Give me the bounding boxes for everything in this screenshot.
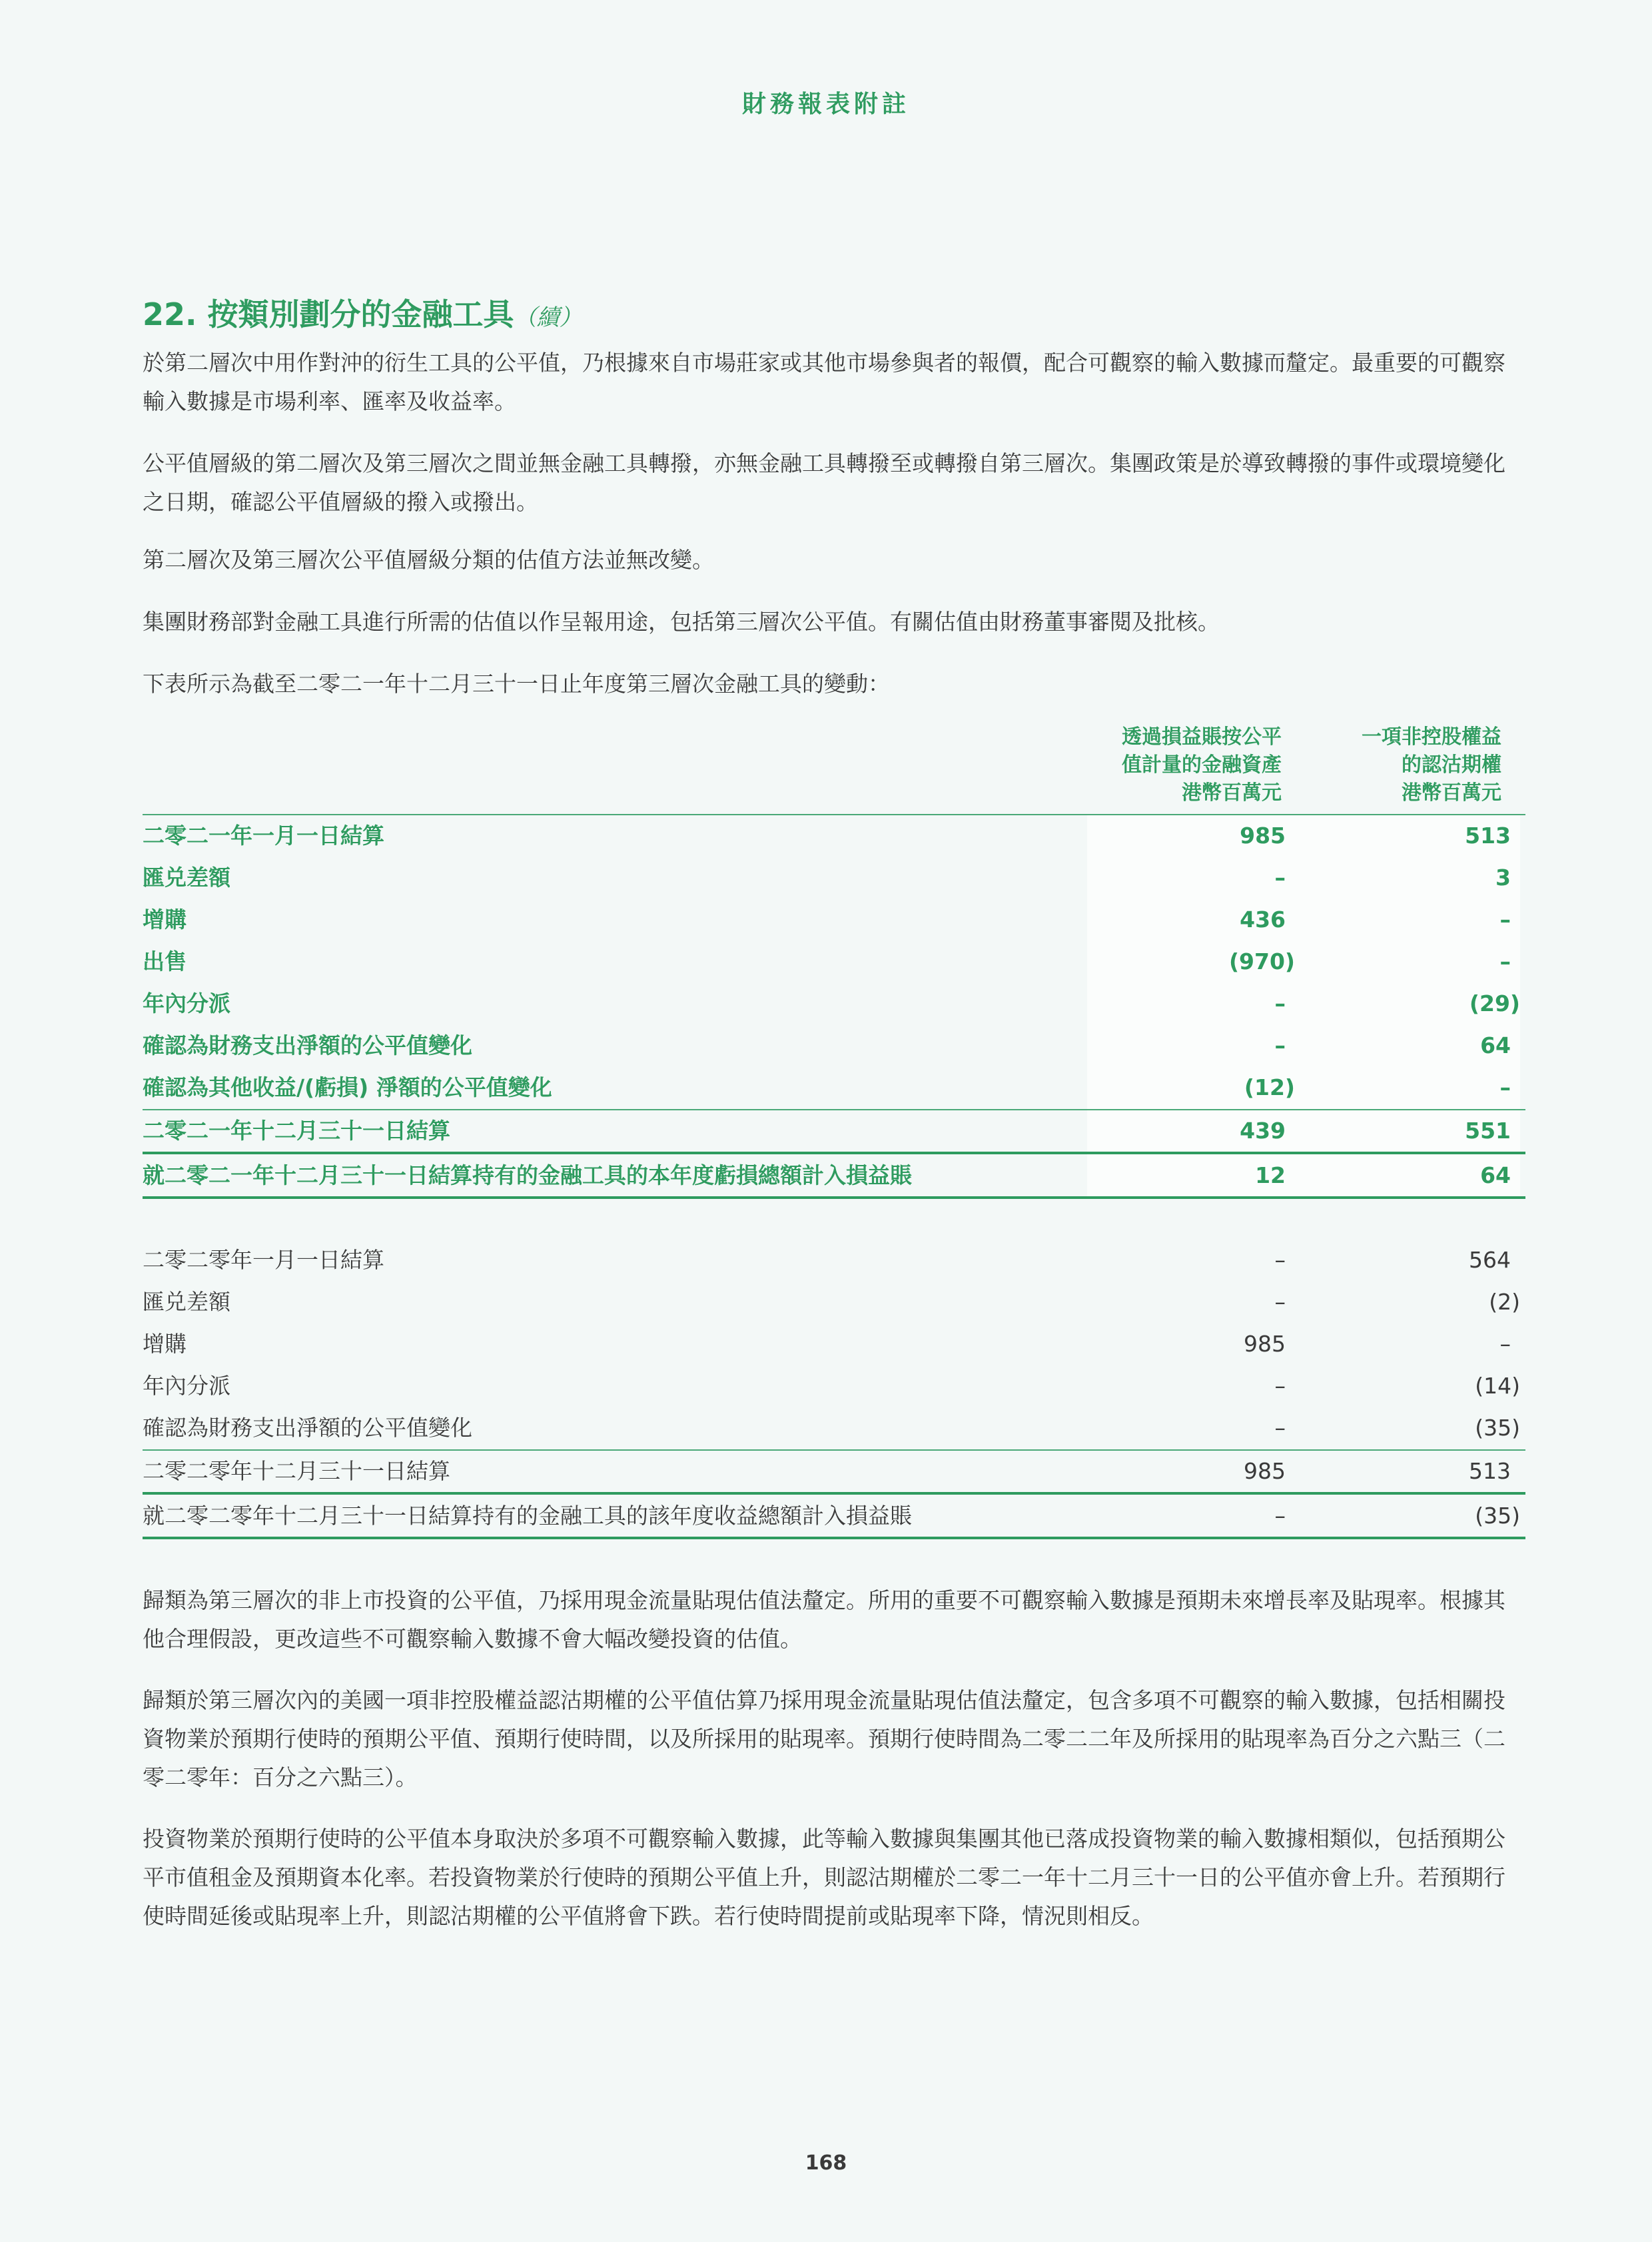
table-row: 增購 436 – xyxy=(143,907,1511,933)
table-row: 確認為其他收益/(虧損) 淨額的公平值變化 (12) – xyxy=(143,1074,1511,1100)
paragraph-no-transfers: 公平值層級的第二層次及第三層次之間並無金融工具轉撥，亦無金融工具轉撥至或轉撥自第三層次。集團政策是於導致轉撥的事件或環境變化之日期，確認公平值層級的撥入或撥出。 xyxy=(143,450,1505,515)
column-header-fvtpl: 透過損益賬按公平 值計量的金融資產 港幣百萬元 xyxy=(1122,725,1282,805)
table-row: 增購 985 – xyxy=(143,1331,1511,1357)
column-header-put-option: 一項非控股權益 的認沽期權 港幣百萬元 xyxy=(1362,725,1501,805)
table-row: 年內分派 – (14) xyxy=(143,1373,1520,1399)
paragraph-valuation-method: 第二層次及第三層次公平值層級分類的估值方法並無改變。 xyxy=(143,547,714,573)
paragraph-level2-hedging: 於第二層次中用作對沖的衍生工具的公平值，乃根據來自市場莊家或其他市場參與者的報價，配合可觀察的輸入數據而釐定。最重要的可觀察輸入數據是市場利率、匯率及收益率。 xyxy=(143,350,1505,414)
table-row: 匯兑差額 – (2) xyxy=(143,1289,1520,1315)
table-row-total-gains-2020: 就二零二零年十二月三十一日結算持有的金融工具的該年度收益總額計入損益賬 – (35) xyxy=(143,1503,1520,1529)
paragraph-unlisted-investments: 歸類為第三層次的非上市投資的公平值，乃採用現金流量貼現估值法釐定。所用的重要不可觀察輸入數據是預期未來增長率及貼現率。根據其他合理假設，更改這些不可觀察輸入數據不會大幅改變投資的估值。 xyxy=(143,1587,1505,1652)
paragraph-investment-property: 投資物業於預期行使時的公平值本身取決於多項不可觀察輸入數據，此等輸入數據與集團其他已落成投資物業的輸入數據相類似，包括預期公平市值租金及預期資本化率。若投資物業於行使時的預期公平值上升，則認沽期權於二零二一年十二月三十一日的公平值亦會上升。若預期行使時間延後或貼現率上升，則認沽期權的公平值將會下跌。若行使時間提前或貼現率下降，情況則相反。 xyxy=(143,1826,1505,1929)
section-title xyxy=(143,290,582,334)
table-row-closing-balance: 二零二一年十二月三十一日結算 439 551 xyxy=(143,1118,1511,1144)
table-row: 年內分派 – (29) xyxy=(143,990,1520,1016)
paragraph-finance-department: 集團財務部對金融工具進行所需的估值以作呈報用途，包括第三層次公平值。有關估值由財務董事審閱及批核。 xyxy=(143,609,1220,635)
table-row: 匯兑差額 – 3 xyxy=(143,865,1511,891)
page-header: 財務報表附註 xyxy=(741,91,910,118)
table-row-closing-balance-2020: 二零二零年十二月三十一日結算 985 513 xyxy=(143,1458,1511,1484)
continued-label: （續） xyxy=(514,304,582,331)
total-bottom-rule-2020 xyxy=(143,1537,1525,1539)
total-bottom-rule xyxy=(143,1196,1525,1199)
table-row: 出售 (970) – xyxy=(143,948,1511,974)
table-row-total-losses: 就二零二一年十二月三十一日結算持有的金融工具的本年度虧損總額計入損益賬 12 64 xyxy=(143,1162,1511,1188)
page-number: 168 xyxy=(805,2151,847,2175)
paragraph-table-intro: 下表所示為截至二零二一年十二月三十一日止年度第三層次金融工具的變動： xyxy=(143,671,890,697)
table-row: 二零二零年一月一日結算 – 564 xyxy=(143,1247,1511,1273)
table-row: 確認為財務支出淨額的公平值變化 – (35) xyxy=(143,1415,1520,1441)
section-number-title: 22. 按類別劃分的金融工具 xyxy=(143,296,514,332)
paragraph-put-option-valuation: 歸類於第三層次內的美國一項非控股權益認沽期權的公平值估算乃採用現金流量貼現估值法釐定，包含多項不可觀察的輸入數據，包括相關投資物業於預期行使時的預期公平值、預期行使時間，以及所採用的貼現率。預期行使時間為二零二二年及所採用的貼現率為百分之六點三（二零二零年：百分之六點三）。 xyxy=(143,1687,1505,1790)
table-row: 確認為財務支出淨額的公平值變化 – 64 xyxy=(143,1032,1511,1058)
table-row: 二零二一年一月一日結算 985 513 xyxy=(143,823,1511,849)
